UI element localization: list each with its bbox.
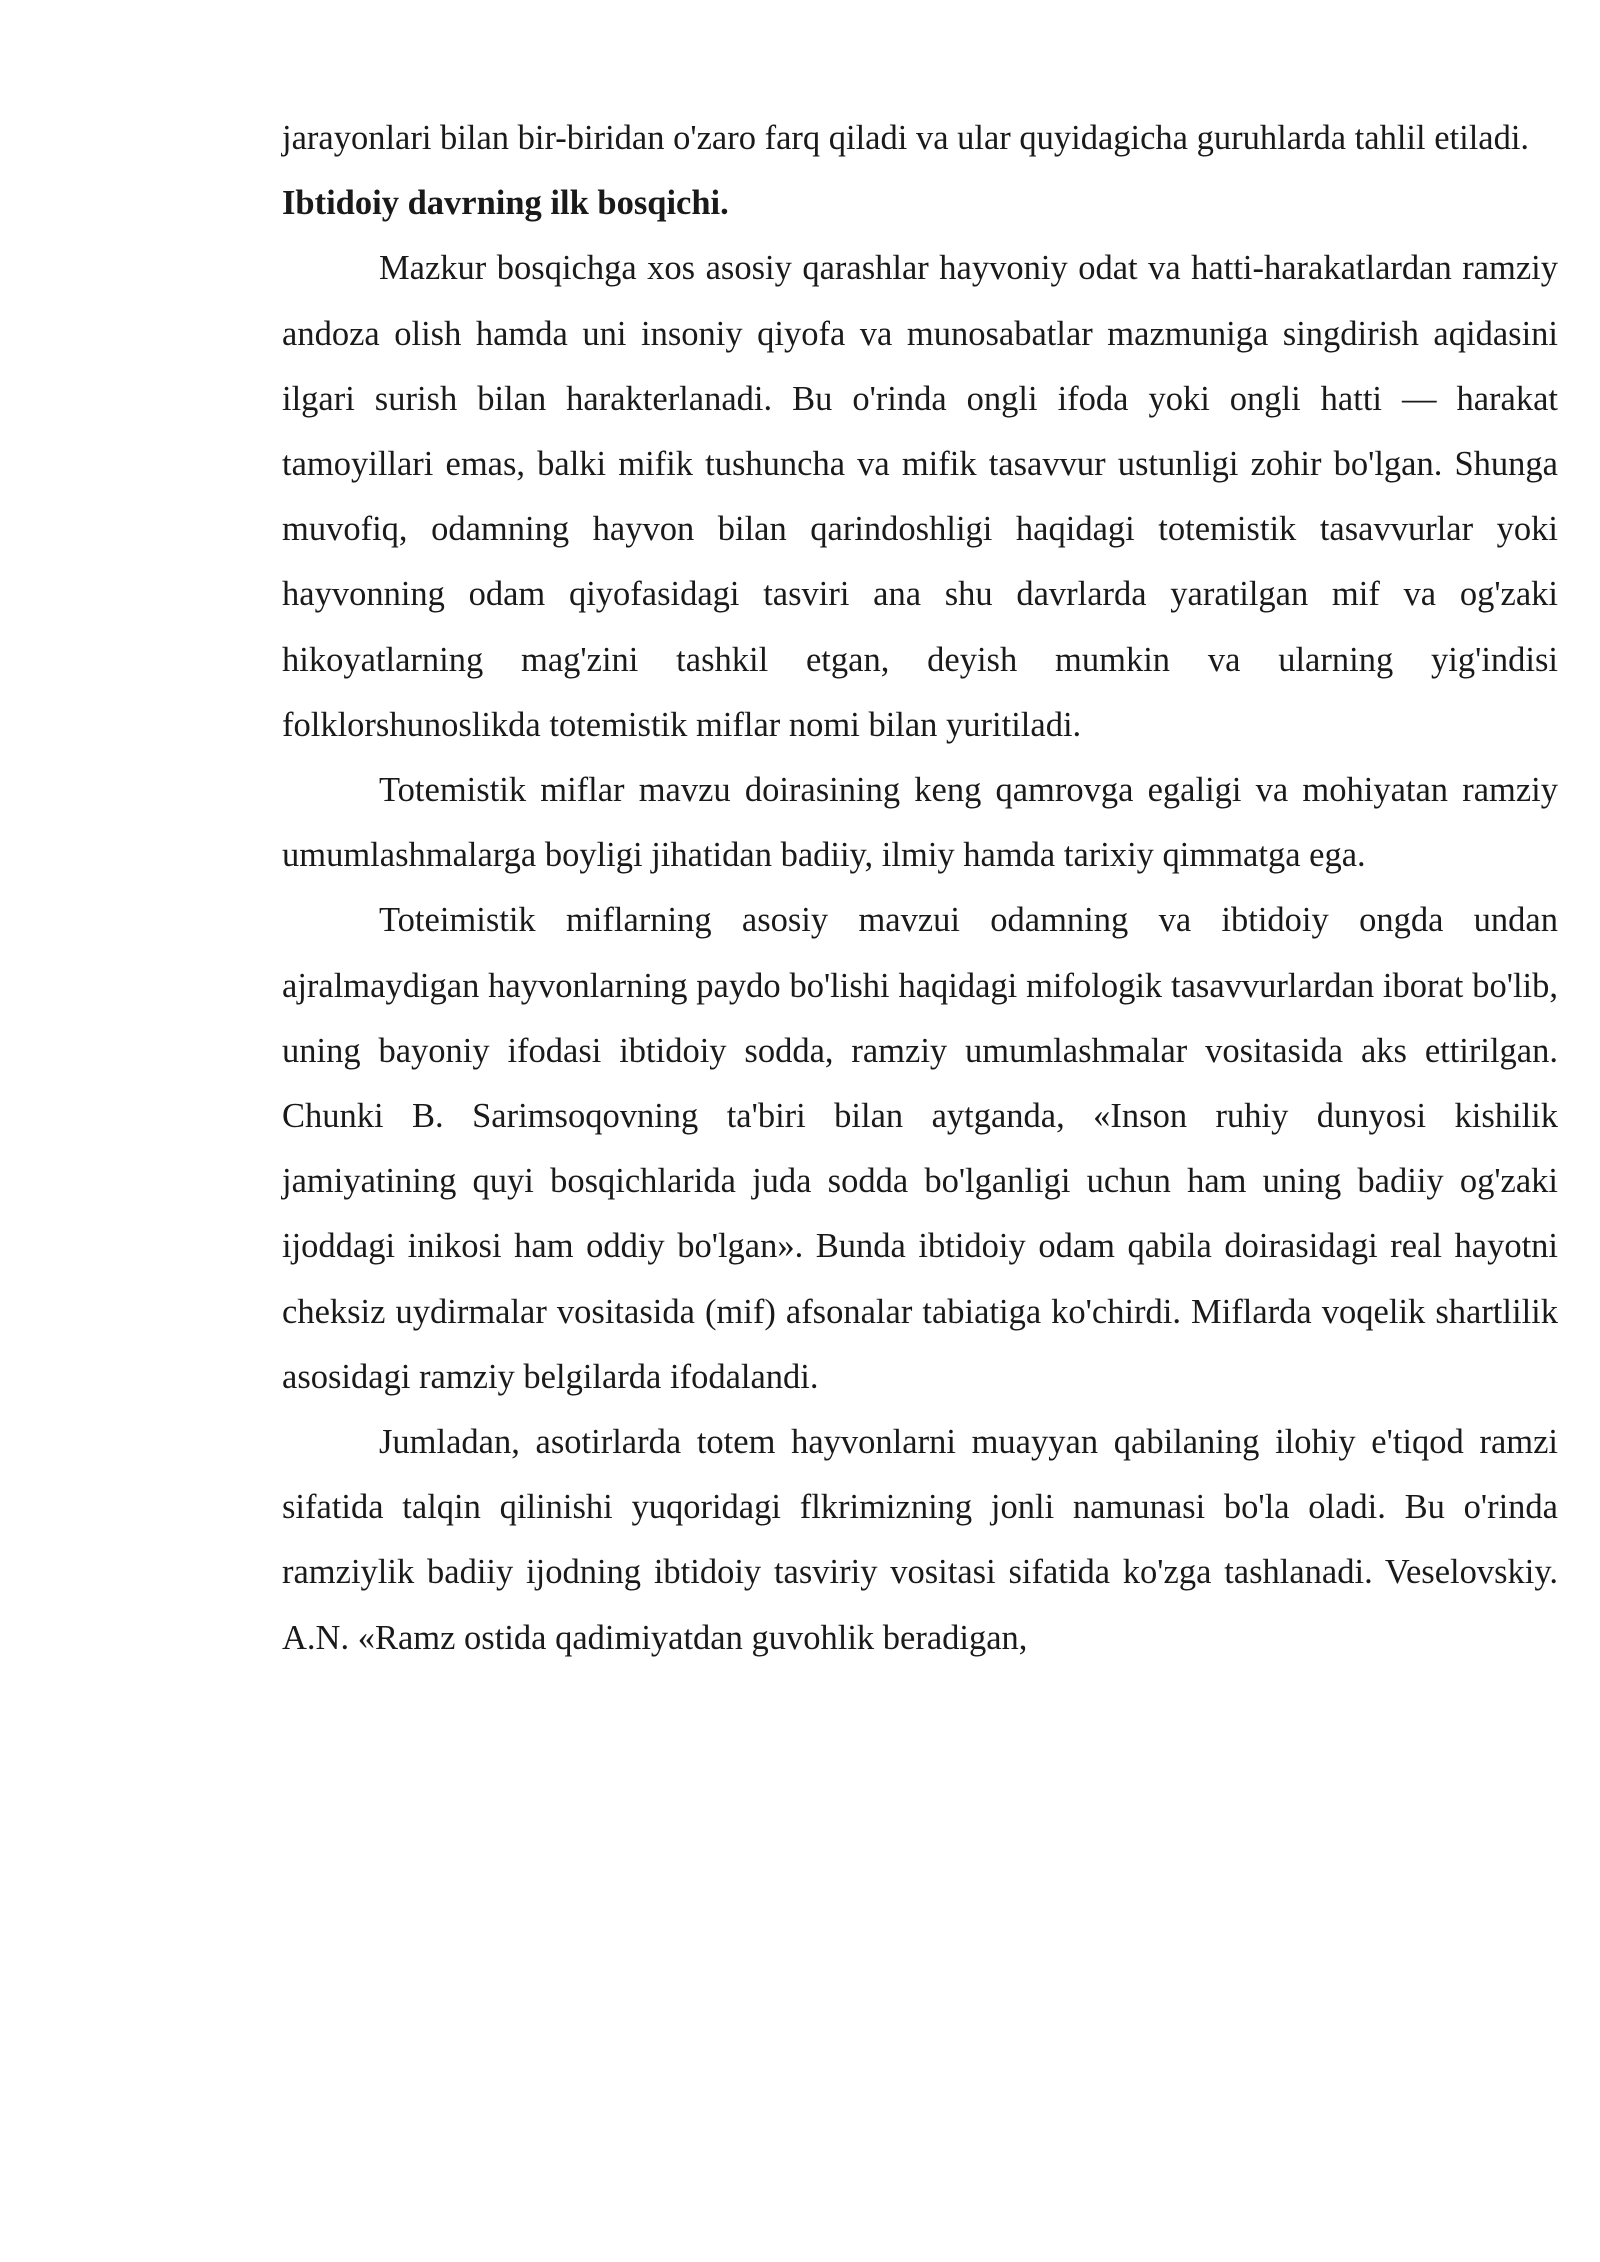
paragraph-1: Mazkur bosqichga xos asosiy qarashlar hayvoniy odat va hatti-harakatlardan ramziy andoza olish hamda uni insoniy qiyofa va munosabatlar mazmuniga singdirish aqidasini ilgari surish bilan harakterlanadi. Bu o'rinda ongli ifoda yoki ongli hatti — harakat tamoyillari emas, balki mifik tushuncha va mifik tasavvur ustunligi zohir bo'lgan. Shunga muvofiq, odamning hayvon bilan qarindoshligi haqidagi totemistik tasavvurlar yoki hayvonning odam qiyofasidagi tasviri ana shu davrlarda yaratilgan mif va og'zaki hikoyatlarning mag'zini tashkil etgan, deyish mumkin va ularning yig'indisi folklorshunoslikda totemistik miflar nomi bilan yuritiladi. [282,249,1558,744]
paragraph-4: Jumladan, asotirlarda totem hayvonlarni muayyan qabilaning ilohiy e'tiqod ramzi sifatida talqin qilinishi yuqoridagi flkrimizning jonli namunasi bo'la oladi. Bu o'rinda ramziylik badiiy ijodning ibtidoiy tasviriy vositasi sifatida ko'zga tashlanadi. Veselovskiy. A.N. «Ramz ostida qadimiyatdan guvohlik beradigan, [282,1423,1558,1657]
paragraph-3: Toteimistik miflarning asosiy mavzui odamning va ibtidoiy ongda undan ajralmaydigan hayvonlarning paydo bo'lishi haqidagi mifologik tasavvurlardan iborat bo'lib, uning bayoniy ifodasi ibtidoiy sodda, ramziy umumlashmalar vositasida aks ettirilgan. Chunki B. Sarimsoqovning ta'biri bilan aytganda, «Inson ruhiy dunyosi kishilik jamiyatining quyi bosqichlarida juda sodda bo'lganligi uchun ham uning badiiy og'zaki ijoddagi inikosi ham oddiy bo'lgan». Bunda ibtidoiy odam qabila doirasidagi real hayotni cheksiz uydirmalar vositasida (mif) afsonalar tabiatiga ko'chirdi. Miflarda voqelik shartlilik asosidagi ramziy belgilarda ifodalandi. [282,901,1558,1396]
section-heading: Ibtidoiy davrning ilk bosqichi. [282,184,729,223]
paragraph-2: Totemistik miflar mavzu doirasining keng qamrovga egaligi va mohiyatan ramziy umumlashmalarga boyligi jihatidan badiiy, ilmiy hamda tarixiy qimmatga ega. [282,771,1558,875]
continuation-paragraph: jarayonlari bilan bir-biridan o'zaro farq qiladi va ular quyidagicha guruhlarda tahlil etiladi. [282,119,1530,157]
body-text [282,106,1558,1671]
